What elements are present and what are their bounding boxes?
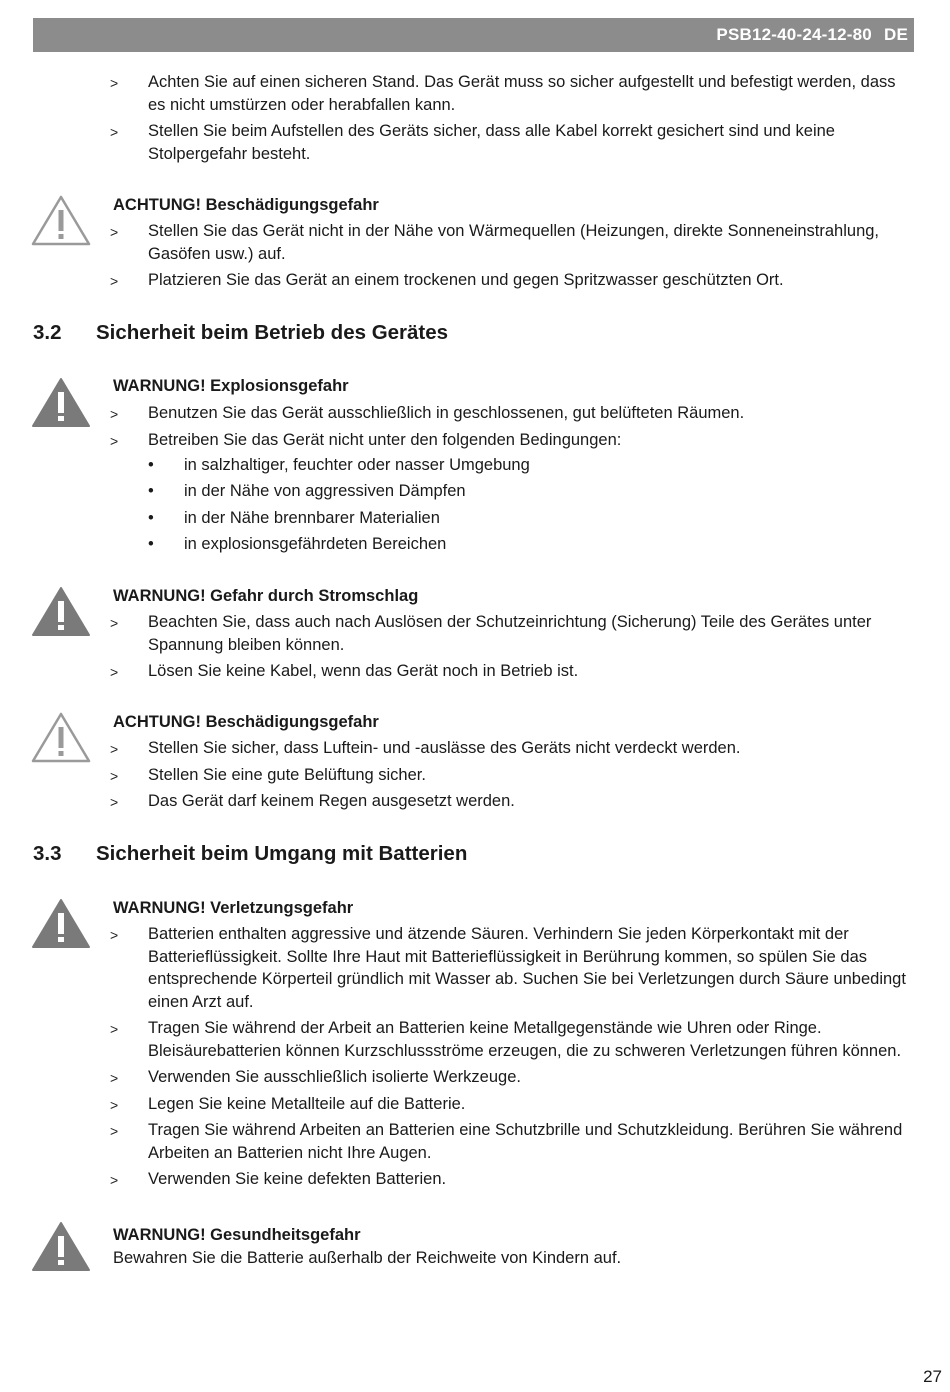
warning-title: WARNUNG! Verletzungsgefahr (113, 899, 354, 917)
caution-title: ACHTUNG! Beschädigungsgefahr (113, 196, 379, 214)
conditions-list (148, 452, 908, 557)
list-item: > Benutzen Sie das Gerät ausschließlich in geschlossenen, gut belüfteten Räumen. (110, 404, 745, 422)
section-heading: 3.3 Sicherheit beim Umgang mit Batterien (33, 842, 468, 865)
warning-title: WARNUNG! Gefahr durch Stromschlag (113, 587, 419, 605)
list-item: > Tragen Sie während der Arbeit an Batterien keine Metallgegenstände wie Uhren oder Ringe. Bleisäurebatterien können Kurzschlussströme erzeugen, die zu schweren Verletzungen führen können. (110, 1019, 902, 1060)
warning-list (110, 402, 915, 451)
caution-title: ACHTUNG! Beschädigungsgefahr (113, 713, 379, 731)
page-number: 27 (923, 1367, 942, 1386)
caution-triangle-outline-icon (31, 195, 91, 247)
caution-list (110, 737, 915, 813)
list-item: > Lösen Sie keine Kabel, wenn das Gerät noch in Betrieb ist. (110, 662, 579, 680)
list-item: > Stellen Sie das Gerät nicht in der Nähe von Wärmequellen (Heizungen, direkte Sonneneinstrahlung, Gasöfen usw.) auf. (110, 222, 880, 263)
warning-triangle-icon (31, 377, 91, 429)
list-item: • in explosionsgefährdeten Bereichen (148, 534, 447, 553)
list-item: • in der Nähe brennbarer Materialien (148, 508, 440, 527)
section-heading: 3.2 Sicherheit beim Betrieb des Gerätes (33, 321, 449, 344)
warning-text: Bewahren Sie die Batterie außerhalb der Reichweite von Kindern auf. (113, 1249, 622, 1267)
list-item: > Verwenden Sie ausschließlich isolierte Werkzeuge. (110, 1068, 521, 1086)
warning-list (110, 611, 915, 683)
list-item: > Platzieren Sie das Gerät an einem trockenen und gegen Spritzwasser geschützten Ort. (110, 271, 784, 289)
list-item: > Stellen Sie eine gute Belüftung sicher. (110, 765, 426, 784)
list-item: > Stellen Sie beim Aufstellen des Geräts sicher, dass alle Kabel korrekt gesichert sind und keine Stolpergefahr besteht. (110, 122, 835, 163)
header-bar (33, 18, 914, 52)
list-item: > Das Gerät darf keinem Regen ausgesetzt werden. (110, 792, 515, 810)
caution-triangle-outline-icon (31, 712, 91, 764)
list-item: > Betreiben Sie das Gerät nicht unter den folgenden Bedingungen: (110, 430, 622, 449)
language-code: DE (883, 25, 908, 44)
warning-list (110, 923, 915, 1191)
warning-triangle-icon (31, 586, 91, 638)
list-item: > Legen Sie keine Metallteile auf die Batterie. (110, 1094, 466, 1113)
list-item: > Beachten Sie, dass auch nach Auslösen der Schutzeinrichtung (Sicherung) Teile des Gerätes unter Spannung bleiben können. (110, 613, 872, 654)
list-item: > Verwenden Sie keine defekten Batterien. (110, 1170, 447, 1188)
list-item: • in der Nähe von aggressiven Dämpfen (148, 482, 466, 501)
list-item: > Tragen Sie während Arbeiten an Batterien eine Schutzbrille und Schutzkleidung. Berühren Sie während Arbeiten an Batterien nicht Ihre Augen. (110, 1121, 903, 1162)
warning-triangle-icon (31, 898, 91, 950)
list-item: > Batterien enthalten aggressive und ätzende Säuren. Verhindern Sie jeden Körperkontakt mit der Batterieflüssigkeit. Sollte Ihre Haut mit Batterieflüssigkeit in Berührung kommen, so spülen Sie das entsprechende Körperteil gründlich mit Wasser ab. Suchen Sie bei Verletzungen durch Säure unbedingt einen Arzt auf. (110, 925, 906, 1011)
warning-triangle-icon (31, 1221, 91, 1273)
list-item: > Achten Sie auf einen sicheren Stand. Das Gerät muss so sicher aufgestellt und befestigt werden, dass es nicht umstürzen oder herabfallen kann. (110, 73, 896, 114)
model-number: PSB12-40-24-12-80 (716, 25, 872, 44)
list-item: > Stellen Sie sicher, dass Luftein- und -auslässe des Geräts nicht verdeckt werden. (110, 739, 741, 757)
warning-title: WARNUNG! Gesundheitsgefahr (113, 1226, 361, 1244)
warning-title: WARNUNG! Explosionsgefahr (113, 377, 349, 395)
intro-list (110, 71, 915, 165)
caution-list (110, 220, 915, 292)
list-item: • in salzhaltiger, feuchter oder nasser Umgebung (148, 456, 530, 474)
